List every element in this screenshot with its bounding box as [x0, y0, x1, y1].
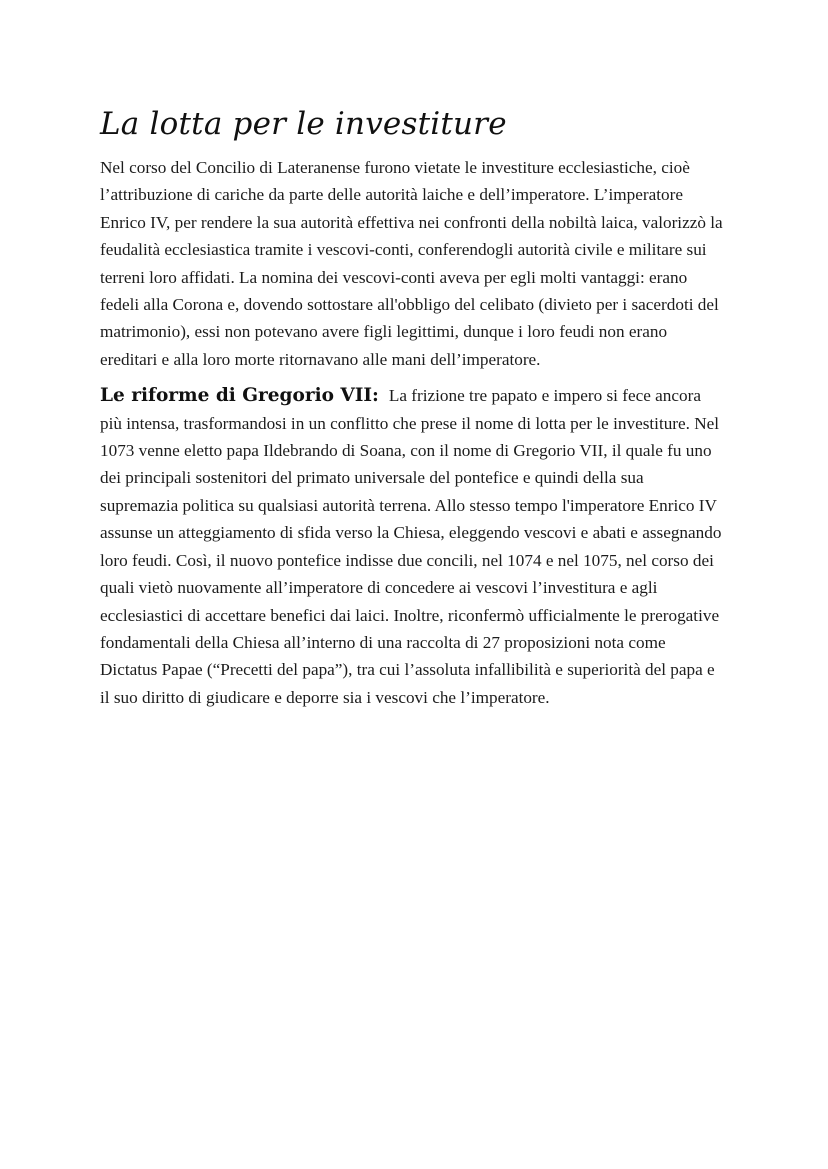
page-title: La lotta per le investiture [100, 106, 507, 142]
paragraph-gregorio [100, 382, 726, 711]
section-heading-riforme-gregorio: Le riforme di Gregorio VII: [100, 385, 379, 407]
paragraph-concilio: Nel corso del Concilio di Lateranense furono vietate le investiture ecclesiastiche, cioè l’attribuzione di cariche da parte delle autorità laiche e dell’imperatore. L’imperatore Enrico IV, per rendere la sua autorità effettiva nei confronti della nobiltà laica, valorizzò la feudalità ecclesiastica tramite i vescovi-conti, conferendogli autorità civile e militare sui terreni loro affidati. La nomina dei vescovi-conti aveva per egli molti vantaggi: erano fedeli alla Corona e, dovendo sottostare all'obbligo del celibato (divieto per i sacerdoti del matrimonio), essi non potevano avere figli legittimi, dunque i loro feudi non erano ereditari e alla loro morte ritornavano alle mani dell’imperatore. [100, 158, 723, 369]
paragraph-gregorio-text: La frizione tre papato e impero si fece ancora più intensa, trasformandosi in un conflitto che prese il nome di lotta per le investiture. Nel 1073 venne eletto papa Ildebrando di Soana, con il nome di Gregorio VII, il quale fu uno dei principali sostenitori del primato universale del pontefice e quindi della sua supremazia politica su qualsiasi autorità terrena. Allo stesso tempo l'imperatore Enrico IV assunse un atteggiamento di sfida verso la Chiesa, eleggendo vescovi e abati e assegnando loro feudi. Così, il nuovo pontefice indisse due concili, nel 1074 e nel 1075, nel corso dei quali vietò nuovamente all’imperatore di concedere ai vescovi l’investitura e agli ecclesiastici di accettare benefici dai laici. Inoltre, riconfermò ufficialmente le prerogative fondamentali della Chiesa all’interno di una raccolta di 27 proposizioni nota come Dictatus Papae (“Precetti del papa”), tra cui l’assoluta infallibilità e superiorità del papa e il suo diritto di giudicare e deporre sia i vescovi che l’imperatore. [100, 386, 722, 707]
document-content [100, 104, 726, 711]
